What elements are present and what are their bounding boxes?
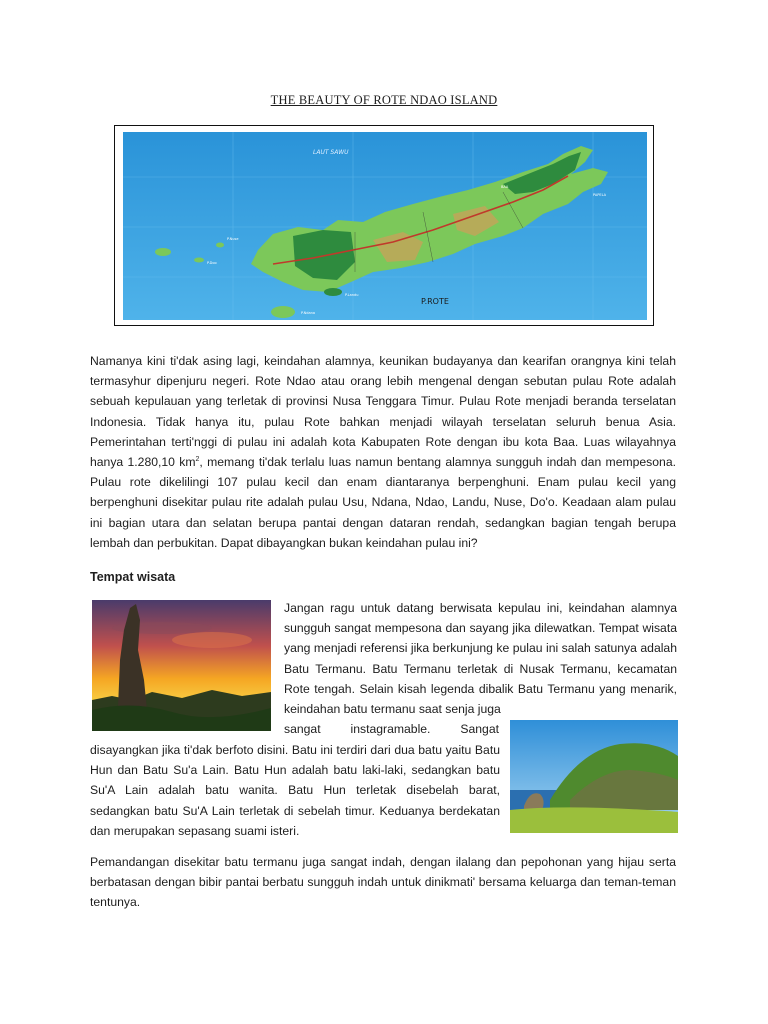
label-papela: PAPELA	[593, 193, 607, 197]
superscript-2: 2	[195, 455, 200, 463]
label-landu: P.Landu	[345, 293, 359, 297]
batu-termanu-hill-photo	[510, 720, 678, 833]
rote-island-map	[114, 125, 654, 326]
document-title: THE BEAUTY OF ROTE NDAO ISLAND	[270, 93, 498, 107]
wisata-paragraph-mid: sangat instagramable. Sangat	[284, 722, 499, 736]
label-baa: BAA	[501, 185, 509, 189]
island-ndao	[194, 258, 204, 263]
wisata-paragraph-bottom: disayangkan jika ti'dak berfoto disini. Batu ini terdiri dari dua batu yaitu Batu Hun dan Batu Su'a Lain. Batu Hun adalah batu laki-laki, sedangkan batu Su'A Lain adalah batu wanita. Batu Hun terletak disebelah barat, sedangkan batu Su'A Lain terletak di sebelah timur. Keduanya berdekatan dan merupakan sepasang suami isteri.	[90, 743, 500, 838]
closing-paragraph: Pemandangan disekitar batu termanu juga sangat indah, dengan ilalang dan pepohonan yang hijau serta berbatasan dengan bibir pantai berbatu sungguh indah untuk dinikmati' bersama keluarga dan teman-teman tentunya.	[90, 855, 676, 910]
wisata-paragraph-top: Jangan ragu untuk datang berwisata kepulau ini, keindahan alamnya sungguh sangat mempesona dan sayang jika dilewatkan. Tempat wisata yang menjadi referensi jika berkunjung ke pulau ini salah satunya adalah Batu Termanu. Batu Termanu terletak di Nusak Termanu, kecamatan Rote tengah. Selain kisah legenda dibalik Batu Termanu yang menarik, keindahan batu termanu saat senja juga	[284, 601, 677, 717]
label-nuse: P.Nuse	[227, 237, 239, 241]
map-graphic	[123, 132, 647, 320]
island-landu	[324, 288, 342, 296]
label-island: P.ROTE	[421, 297, 449, 306]
label-ndana: P.Ndana	[301, 311, 316, 315]
batu-termanu-sunset-photo	[92, 600, 271, 731]
label-doo: P.Doo	[207, 261, 217, 265]
intro-paragraph: Namanya kini ti'dak asing lagi, keindahan alamnya, keunikan budayanya dan kearifan orangnya kini telah termasyhur dipenjuru negeri. Rote Ndao atau orang lebih mengenal dengan sebutan pulau Rote adalah sebuah kepulauan yang terletak di provinsi Nusa Tenggara Timur. Pulau Rote menjadi beranda terselatan Indonesia. Tidak hanya itu, pulau Rote bahkan menjadi wilayah terselatan seluruh benua Asia. Pemerintahan terti'nggi di pulau ini adalah kota Kabupaten Rote dengan ibu kota Baa. Luas wilayahnya hanya 1.280,10 $km^2$, memang ti'dak terlalu luas namun bentang alamnya sungguh indah dan mempesona. Pulau rote dikelilingi 107 pulau kecil dan enam diantaranya berpenghuni. Enam pulau kecil yang berpenghuni disekitar pulau rite adalah pulau Usu, Ndana, Ndao, Landu, Nuse, Do'o. Keadaan alam pulau ini bagian utara dan selatan berupa pantai dengan dataran rendah, sedangkan bagian tengah berupa lembah dan perbukitan. Dapat dibayangkan bukan keindahan pulau ini?	[90, 354, 676, 550]
island-nuse	[216, 243, 224, 248]
section-heading-tempat-wisata: Tempat wisata	[90, 570, 176, 584]
island-ndana	[271, 306, 295, 318]
island-usu	[155, 248, 171, 256]
label-sea: LAUT SAWU	[313, 149, 349, 156]
